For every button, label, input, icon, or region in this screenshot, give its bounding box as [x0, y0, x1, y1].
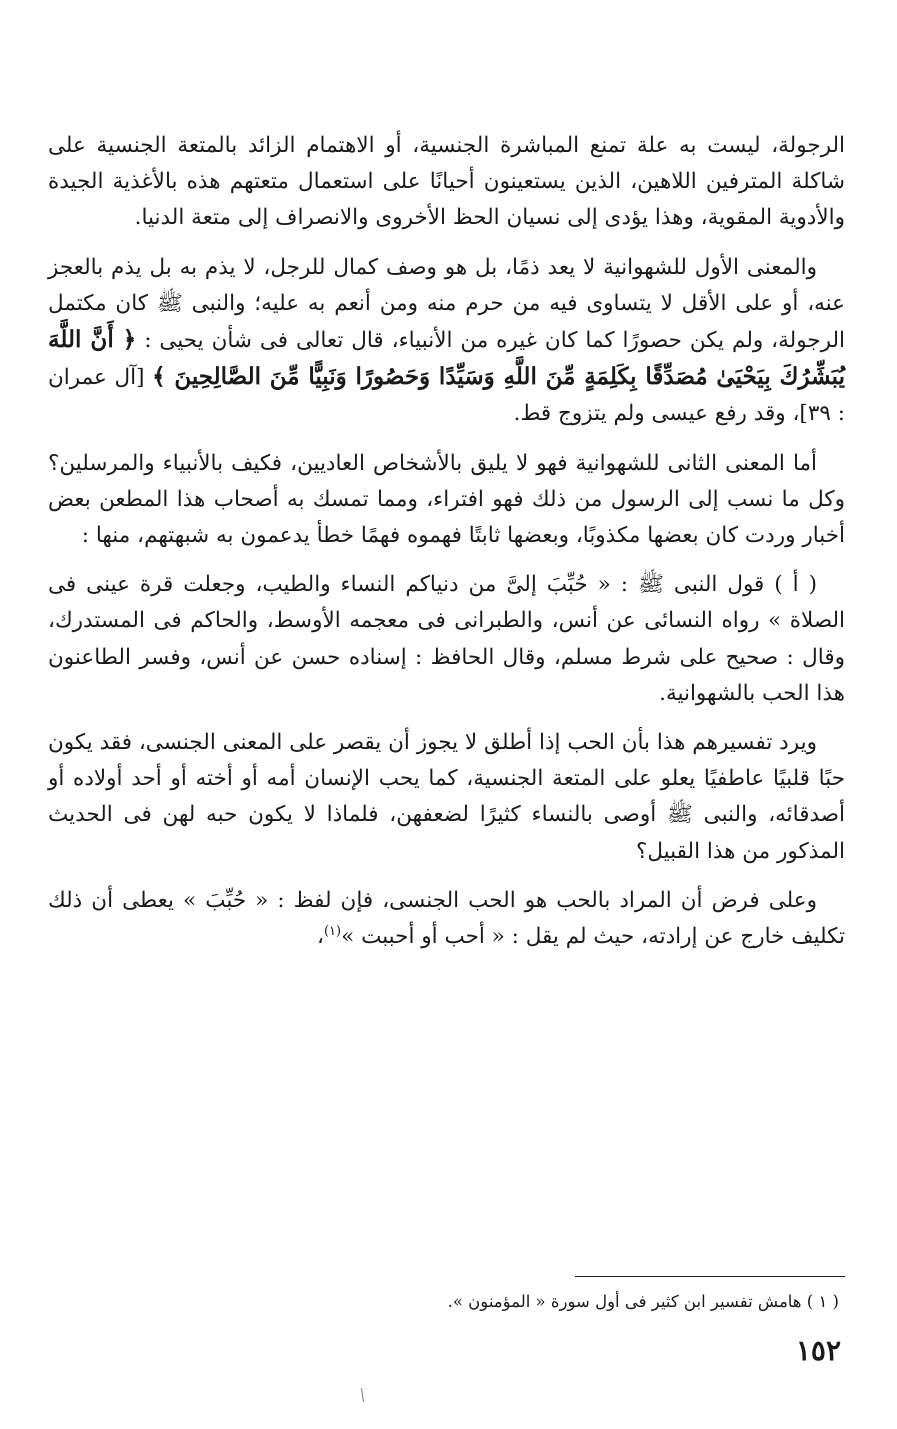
- paragraph-1-text: الرجولة، ليست به علة تمنع المباشرة الجنسية، أو الاهتمام الزائد بالمتعة الجنسية على شاكلة المترفين اللاهين، الذين يستعينون أحيانًا على استعمال متعتهم هذه بالأغذية الجيدة والأدوية المقوية، وهذا يؤدى إلى نسيان الحظ الأخروى والانصراف إلى متعة الدنيا.: [48, 133, 845, 231]
- paragraph-2: [48, 250, 845, 433]
- body-text: [48, 128, 845, 968]
- paragraph-6-text: وعلى فرض أن المراد بالحب هو الحب الجنسى، فإن لفظ : « حُبِّبَ » يعطى أن ذلك تكليف خارج عن إرادته، حيث لم يقل : « أحب أو أحببت »: [48, 887, 845, 950]
- paragraph-5-text: ويرد تفسيرهم هذا بأن الحب إذا أطلق لا يجوز أن يقصر على المعنى الجنسى، فقد يكون حبًا قلبيًا عاطفيًا يعلو على المتعة الجنسية، كما يحب الإنسان أمه أو أخته أو أحد أولاده أو أصدقائه، والنبى ﷺ أوصى بالنساء كثيرًا لضعفهن، فلماذا لا يكون حبه لهن فى الحديث المذكور من هذا القبيل؟: [48, 730, 845, 864]
- footnote-marker: (١): [323, 923, 342, 939]
- paragraph-2-text: والمعنى الأول للشهوانية لا يعد ذمًا، بل هو وصف كمال للرجل، لا يذم به بل يذم بالعجز عنه، أو على الأقل لا يتساوى فيه من حرم منه ومن أنعم به عليه؛ والنبى ﷺ كان مكتمل الرجولة، ولم يكن حصورًا كما كان غيره من الأنبياء، قال تعالى فى شأن يحيى :: [48, 254, 845, 354]
- page-number: ١٥٢: [795, 1334, 841, 1367]
- paragraph-3: [48, 446, 845, 555]
- paragraph-4-text: ( أ ) قول النبى ﷺ : « حُبِّبَ إلىَّ من دنياكم النساء والطيب، وجعلت قرة عينى فى الصلاة » رواه النسائى عن أنس، والطبرانى فى معجمه الأوسط، والحاكم فى المستدرك، وقال : صحيح على شرط مسلم، وقال الحافظ : إسناده حسن عن أنس، وفسر الطاعنون هذا الحب بالشهوانية.: [48, 572, 845, 706]
- scan-speck: [361, 1388, 364, 1402]
- paragraph-6: [48, 883, 845, 955]
- footnote-divider: [575, 1276, 845, 1277]
- paragraph-5: [48, 725, 845, 870]
- quran-verse: ﴿ أَنَّ اللَّهَ يُبَشِّرُكَ بِيَحْيَىٰ مُصَدِّقًا بِكَلِمَةٍ مِّنَ اللَّهِ وَسَيِّدًا وَحَصُورًا وَنَبِيًّا مِّنَ الصَّالِحِينَ ﴾: [48, 326, 846, 391]
- footnote: ( ١ ) هامش تفسير ابن كثير فى أول سورة « المؤمنون ».: [447, 1292, 839, 1311]
- paragraph-4: [48, 567, 845, 712]
- trailing-comma: ،: [317, 924, 324, 950]
- verse-reference: [آل عمران : ٣٩]، وقد رفع عيسى ولم يتزوج قط.: [48, 365, 845, 427]
- paragraph-1: [48, 128, 845, 237]
- paragraph-3-text: أما المعنى الثانى للشهوانية فهو لا يليق بالأشخاص العاديين، فكيف بالأنبياء والمرسلين؟ وكل ما نسب إلى الرسول من ذلك فهو افتراء، ومما تمسك به أصحاب هذا المطعن بعض أخبار وردت كان بعضها مكذوبًا، وبعضها ثابتًا فهموه فهمًا خطأ يدعمون به شبهتهم، منها :: [48, 450, 845, 549]
